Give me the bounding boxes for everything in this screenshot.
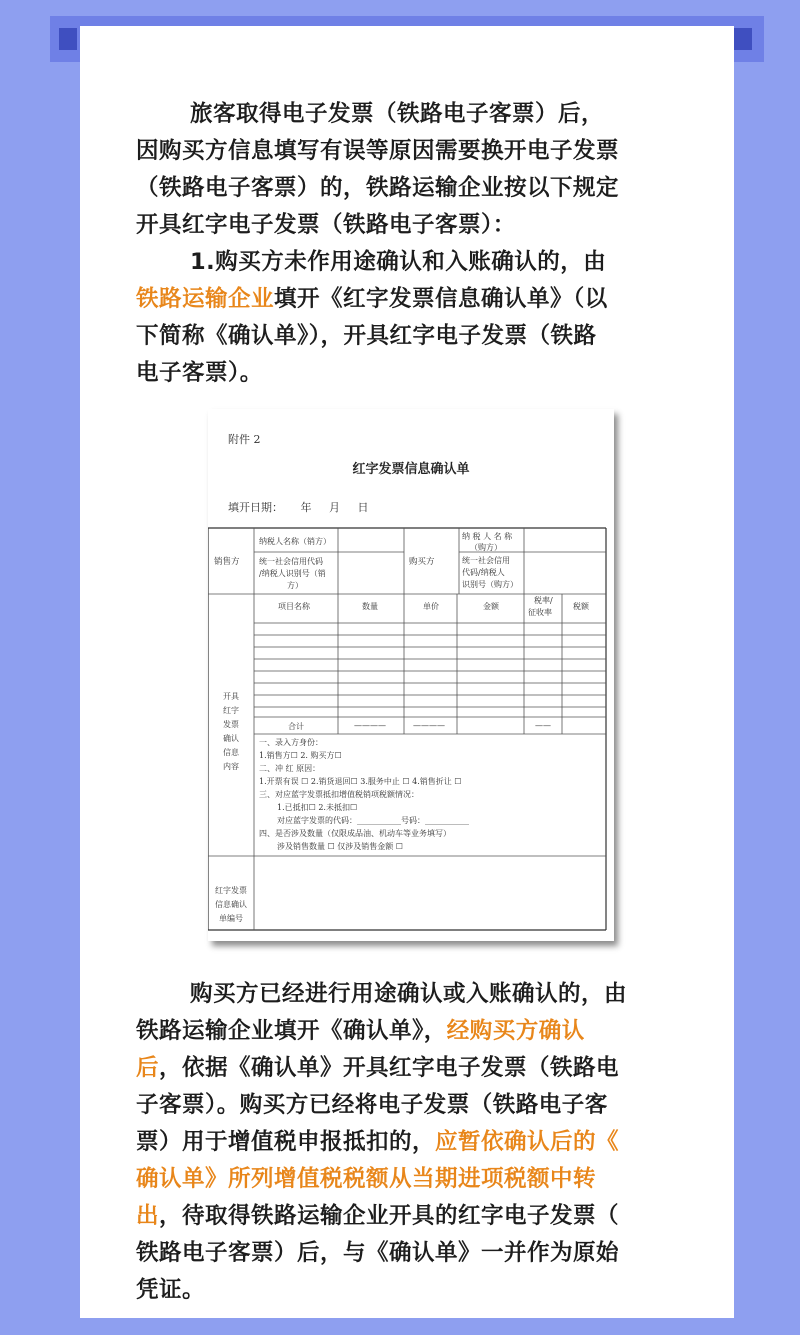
note-line: 二、冲 红 原因： bbox=[259, 764, 321, 773]
buyer-name-line2: （购方） bbox=[470, 543, 502, 552]
text-line: 电子客票）。 bbox=[136, 360, 263, 386]
text-line: 因购买方信息填写有误等原因需要换开电子发票 bbox=[136, 138, 620, 164]
text-line: 凭证。 bbox=[136, 1277, 206, 1303]
buyer-code-line2: 代码/纳税人 bbox=[462, 568, 505, 577]
form-attachment-label: 附件 2 bbox=[228, 433, 261, 446]
form-title: 红字发票信息确认单 bbox=[352, 462, 470, 477]
text-line: 旅客取得电子发票（铁路电子客票）后， bbox=[190, 101, 605, 127]
text-line: ，待取得铁路运输企业开具的红字电子发票（ bbox=[159, 1203, 620, 1229]
seller-code-line1: 统一社会信用代码 bbox=[259, 557, 323, 566]
banner-right-square bbox=[734, 28, 752, 50]
total-dash-rate: —— bbox=[535, 721, 551, 730]
note-line: 1.销售方☐ 2. 购买方☐ bbox=[259, 751, 342, 760]
note-line: 涉及销售数量 ☐ 仅涉及销售金额 ☐ bbox=[277, 842, 403, 851]
buyer-name-line1: 纳 税 人 名 称 bbox=[462, 532, 513, 541]
form-day: 日 bbox=[357, 501, 369, 514]
side-number-1: 红字发票 bbox=[215, 886, 247, 895]
side-content-3: 发票 bbox=[223, 720, 239, 729]
side-content-6: 内容 bbox=[223, 762, 239, 771]
text-line: 购买方已经进行用途确认或入账确认的，由 bbox=[190, 981, 628, 1007]
highlight-text: 铁路运输企业 bbox=[136, 286, 275, 312]
buyer-label: 购买方 bbox=[409, 557, 435, 567]
paragraph-intro bbox=[136, 96, 692, 392]
text-line: （铁路电子客票）的，铁路运输企业按以下规定 bbox=[136, 175, 620, 201]
side-content-2: 红字 bbox=[223, 706, 239, 715]
seller-label: 销售方 bbox=[214, 557, 240, 567]
buyer-code-line3: 识别号（购方） bbox=[462, 580, 518, 589]
total-label: 合计 bbox=[288, 722, 304, 731]
side-content-5: 信息 bbox=[223, 748, 239, 757]
text-line: 票）用于增值税申报抵扣的， bbox=[136, 1129, 436, 1155]
paragraph-confirmed bbox=[136, 976, 692, 1309]
form-date-label: 填开日期： bbox=[228, 501, 283, 514]
note-line: 对应蓝字发票的代码：___________号码：___________ bbox=[277, 816, 469, 825]
content-card bbox=[80, 26, 734, 1318]
seller-name-label: 纳税人名称（销方） bbox=[259, 537, 331, 546]
note-line: 三、对应蓝字发票抵扣增值税销项税额情况： bbox=[259, 790, 419, 799]
highlight-text: 确认单》所列增值税税额从当期进项税额中转 bbox=[136, 1166, 597, 1192]
side-content-1: 开具 bbox=[223, 692, 239, 701]
form-month: 月 bbox=[329, 501, 340, 514]
col-quantity: 数量 bbox=[362, 602, 378, 611]
highlight-text: 后 bbox=[136, 1055, 160, 1081]
total-dash-quantity: ———— bbox=[354, 721, 386, 730]
col-tax-rate-2: 征收率 bbox=[528, 608, 552, 617]
col-tax-rate-1: 税率/ bbox=[534, 596, 553, 605]
note-line: 四、是否涉及数量（仅限成品油、机动车等业务填写） bbox=[259, 829, 451, 838]
text-line: 铁路运输企业填开《确认单》， bbox=[136, 1018, 447, 1044]
buyer-code-line1: 统一社会信用 bbox=[462, 556, 510, 565]
text-line: 铁路电子客票）后，与《确认单》一并作为原始 bbox=[136, 1240, 620, 1266]
col-unit-price: 单价 bbox=[423, 602, 439, 611]
text-line: 1.购买方未作用途确认和入账确认的，由 bbox=[190, 249, 607, 275]
text-line: 子客票）。购买方已经将电子发票（铁路电子客 bbox=[136, 1092, 608, 1118]
seller-code-line3: 方） bbox=[287, 581, 303, 590]
confirmation-form-image bbox=[208, 409, 614, 941]
text-line: ，依据《确认单》开具红字电子发票（铁路电 bbox=[159, 1055, 620, 1081]
form-table bbox=[208, 409, 614, 941]
total-dash-price: ———— bbox=[413, 721, 445, 730]
text-line: 开具红字电子发票（铁路电子客票）： bbox=[136, 212, 516, 238]
note-line: 1.开票有误 ☐ 2.销货退回☐ 3.服务中止 ☐ 4.销售折让 ☐ bbox=[259, 777, 462, 786]
banner-left-square bbox=[59, 28, 77, 50]
side-number-3: 单编号 bbox=[219, 914, 243, 923]
col-tax-amount: 税额 bbox=[573, 602, 589, 611]
col-amount: 金额 bbox=[483, 602, 499, 611]
side-content-4: 确认 bbox=[223, 734, 239, 743]
note-line: 1.已抵扣☐ 2.未抵扣☐ bbox=[277, 803, 358, 812]
seller-code-line2: /纳税人识别号（销 bbox=[259, 569, 326, 578]
side-number-2: 信息确认 bbox=[215, 900, 247, 909]
note-line: 一、录入方身份： bbox=[259, 738, 323, 747]
highlight-text: 出 bbox=[136, 1203, 160, 1229]
text-line: 下简称《确认单》），开具红字电子发票（铁路 bbox=[136, 323, 597, 349]
col-item-name: 项目名称 bbox=[278, 602, 310, 611]
text-line: 填开《红字发票信息确认单》（以 bbox=[274, 286, 608, 312]
highlight-text: 应暂依确认后的《 bbox=[435, 1129, 620, 1155]
highlight-text: 经购买方确认 bbox=[446, 1018, 585, 1044]
form-year: 年 bbox=[300, 501, 312, 514]
